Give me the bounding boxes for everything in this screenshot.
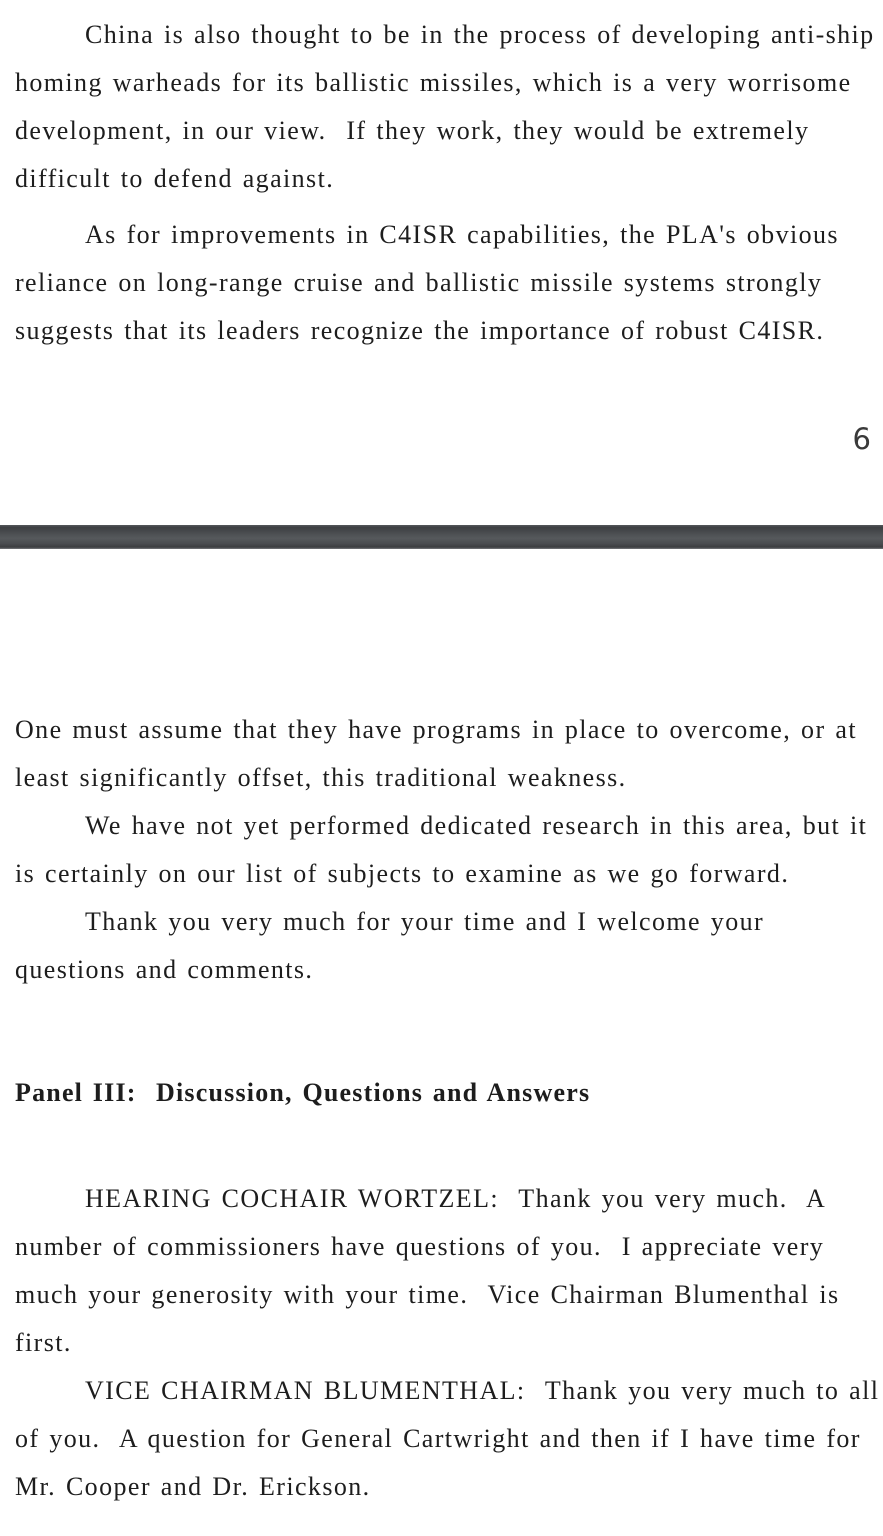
panel-section-heading: Panel III: Discussion, Questions and Answers — [15, 1078, 591, 1107]
paragraph — [0, 802, 883, 898]
page-separator — [0, 525, 883, 549]
page-7-top — [0, 549, 883, 1536]
paragraph — [0, 1367, 883, 1511]
text-line: homing warheads for its ballistic missiles, which is a very worrisome — [15, 68, 852, 97]
paragraph — [0, 211, 883, 355]
text-line: One must assume that they have programs in place to overcome, or at — [15, 715, 857, 744]
text-line: As for improvements in C4ISR capabilities, the PLA's obvious — [85, 220, 839, 249]
text-line: development, in our view. If they work, they would be extremely — [15, 116, 810, 145]
text-line: VICE CHAIRMAN BLUMENTHAL: Thank you very much to all — [85, 1376, 880, 1405]
text-line: reliance on long-range cruise and ballistic missile systems strongly — [15, 268, 823, 297]
text-line: least significantly offset, this traditional weakness. — [15, 763, 627, 792]
text-line: number of commissioners have questions of you. I appreciate very — [15, 1232, 825, 1261]
paragraph — [0, 0, 883, 203]
text-line: much your generosity with your time. Vice Chairman Blumenthal is — [15, 1280, 840, 1309]
text-line: Mr. Cooper and Dr. Erickson. — [15, 1472, 371, 1501]
text-line: first. — [15, 1328, 72, 1357]
paragraph — [0, 1175, 883, 1367]
text-line: questions and comments. — [15, 955, 314, 984]
text-line: China is also thought to be in the process of developing anti-ship — [85, 20, 875, 49]
text-line: difficult to defend against. — [15, 164, 335, 193]
text-line: We have not yet performed dedicated research in this area, but it — [85, 811, 868, 840]
page-6-bottom — [0, 0, 883, 525]
paragraph — [0, 898, 883, 994]
text-line: HEARING COCHAIR WORTZEL: Thank you very much. A — [85, 1184, 827, 1213]
paragraph — [0, 706, 883, 802]
text-line: is certainly on our list of subjects to examine as we go forward. — [15, 859, 790, 888]
text-line: of you. A question for General Cartwright and then if I have time for — [15, 1424, 861, 1453]
page-number: 6 — [852, 422, 871, 456]
text-line: Thank you very much for your time and I welcome your — [85, 907, 765, 936]
text-line: suggests that its leaders recognize the importance of robust C4ISR. — [15, 316, 825, 345]
